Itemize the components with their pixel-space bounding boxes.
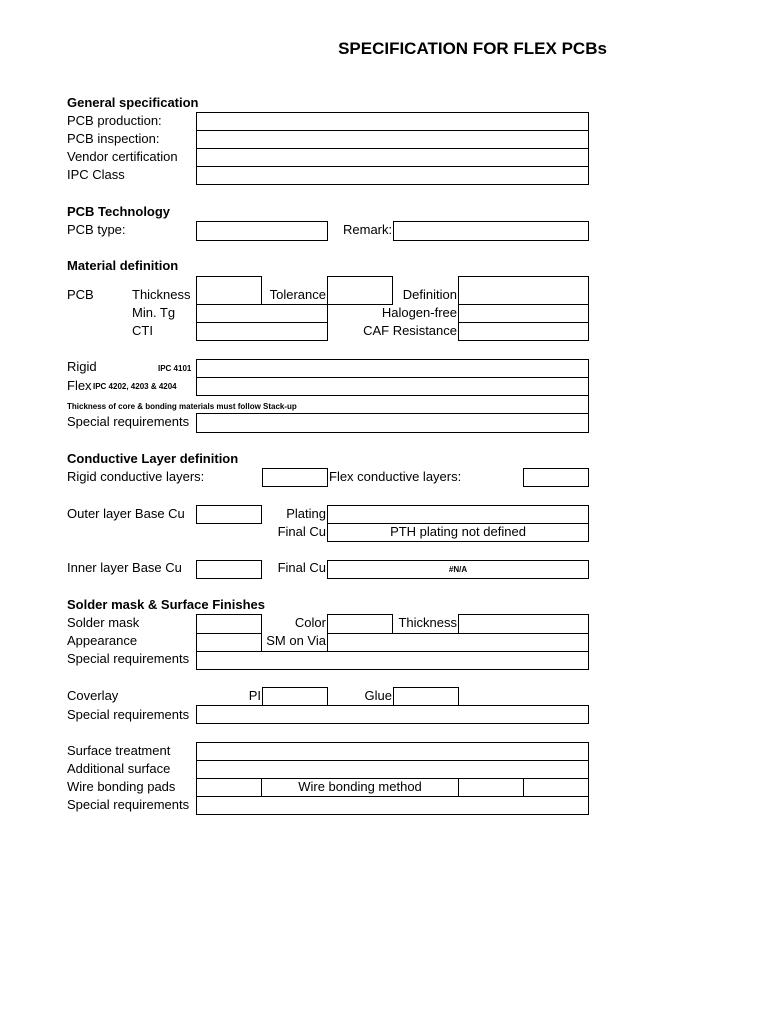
pcb-type-field[interactable] <box>196 221 328 241</box>
outer-base-cu-label: Outer layer Base Cu <box>67 506 185 521</box>
rigid-layers-field[interactable] <box>262 468 328 487</box>
flex-ipc-label: IPC 4202, 4203 & 4204 <box>93 382 177 391</box>
page-title: SPECIFICATION FOR FLEX PCBs <box>338 39 607 58</box>
flex-layers-field[interactable] <box>523 468 589 487</box>
pcb-inspection-field[interactable] <box>197 131 588 148</box>
pcb-production-field[interactable] <box>197 113 588 130</box>
stackup-note: Thickness of core & bonding materials must follow Stack-up <box>67 402 297 411</box>
thickness-label: Thickness <box>132 287 191 302</box>
plating-label: Plating <box>286 506 326 521</box>
wire-bonding-method-label: Wire bonding method <box>298 779 422 794</box>
material-special-label: Special requirements <box>67 414 190 429</box>
pcb-type-label: PCB type: <box>67 222 126 237</box>
sm-thickness-label: Thickness <box>398 615 457 630</box>
material-special-field[interactable] <box>196 413 589 433</box>
outer-final-cu-label: Final Cu <box>277 524 326 539</box>
thickness-field[interactable] <box>196 276 262 305</box>
definition-field[interactable] <box>458 276 589 305</box>
color-label: Color <box>294 615 326 630</box>
ipc-class-label: IPC Class <box>67 167 125 182</box>
coverlay-special-label: Special requirements <box>67 707 190 722</box>
final-special-field[interactable] <box>196 796 589 815</box>
wire-bonding-pads-field[interactable] <box>196 778 262 797</box>
appearance-field[interactable] <box>196 633 262 652</box>
rigid-field[interactable] <box>196 359 589 378</box>
additional-surface-label: Additional surface <box>67 761 171 776</box>
pcb-inspection-label: PCB inspection: <box>67 131 160 146</box>
flex-label: Flex <box>67 378 92 393</box>
flex-layers-label: Flex conductive layers: <box>329 469 462 484</box>
vendor-certification-field[interactable] <box>197 149 588 166</box>
inner-base-cu-label: Inner layer Base Cu <box>67 560 182 575</box>
inner-base-cu-field[interactable] <box>196 560 262 579</box>
sm-on-via-label: SM on Via <box>266 633 326 648</box>
rigid-layers-label: Rigid conductive layers: <box>67 469 205 484</box>
coverlay-special-field[interactable] <box>196 705 589 724</box>
wire-bonding-pads-label: Wire bonding pads <box>67 779 176 794</box>
inner-final-cu-label: Final Cu <box>277 560 326 575</box>
remark-field[interactable] <box>393 221 589 241</box>
pi-label: PI <box>248 688 261 703</box>
remark-label: Remark: <box>343 222 393 237</box>
tolerance-label: Tolerance <box>269 287 326 302</box>
sm-on-via-field[interactable] <box>327 633 589 652</box>
sm-thickness-field[interactable] <box>458 614 589 634</box>
glue-label: Glue <box>364 688 392 703</box>
definition-label: Definition <box>402 287 457 302</box>
material-heading: Material definition <box>67 258 179 273</box>
halogen-free-field[interactable] <box>458 304 589 323</box>
pth-plating-value: PTH plating not defined <box>390 524 526 539</box>
cti-label: CTI <box>132 323 153 338</box>
pi-field[interactable] <box>262 687 328 706</box>
pcb-production-label: PCB production: <box>67 113 162 128</box>
coverlay-label: Coverlay <box>67 688 119 703</box>
outer-base-cu-field[interactable] <box>196 505 262 524</box>
plating-field[interactable] <box>327 505 589 524</box>
additional-surface-field[interactable] <box>196 760 589 779</box>
color-field[interactable] <box>327 614 393 634</box>
conductive-heading: Conductive Layer definition <box>67 451 239 466</box>
surface-treatment-label: Surface treatment <box>67 743 171 758</box>
surface-treatment-field[interactable] <box>196 742 589 761</box>
solder-special-label: Special requirements <box>67 651 190 666</box>
final-special-label: Special requirements <box>67 797 190 812</box>
wire-bonding-extra-field[interactable] <box>523 778 589 797</box>
min-tg-label: Min. Tg <box>132 305 176 320</box>
divider <box>588 396 589 414</box>
solder-mask-field[interactable] <box>196 614 262 634</box>
solder-heading: Solder mask & Surface Finishes <box>67 597 265 612</box>
flex-field[interactable] <box>196 377 589 396</box>
caf-resistance-field[interactable] <box>458 322 589 341</box>
caf-resistance-label: CAF Resistance <box>363 323 457 338</box>
tolerance-field[interactable] <box>327 276 393 305</box>
appearance-label: Appearance <box>67 633 138 648</box>
general-heading: General specification <box>67 95 199 110</box>
pcb-label: PCB <box>67 287 94 302</box>
glue-field[interactable] <box>393 687 459 706</box>
cti-field[interactable] <box>196 322 328 341</box>
solder-mask-label: Solder mask <box>67 615 140 630</box>
wire-bonding-method-field[interactable] <box>458 778 524 797</box>
technology-heading: PCB Technology <box>67 204 171 219</box>
vendor-certification-label: Vendor certification <box>67 149 178 164</box>
solder-special-field[interactable] <box>196 651 589 670</box>
ipc-class-field[interactable] <box>197 167 588 184</box>
rigid-label: Rigid <box>67 359 97 374</box>
halogen-free-label: Halogen-free <box>381 305 457 320</box>
inner-final-cu-value: #N/A <box>448 565 468 574</box>
rigid-ipc-label: IPC 4101 <box>158 364 192 373</box>
min-tg-field[interactable] <box>196 304 328 323</box>
